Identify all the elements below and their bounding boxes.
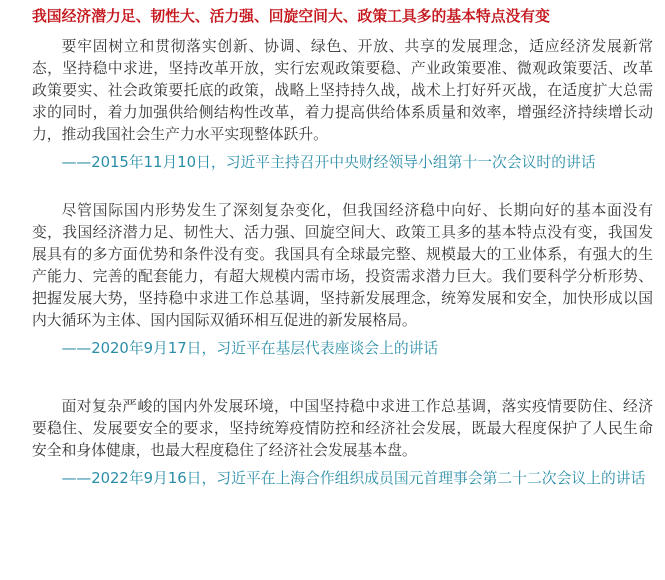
quote-paragraph: 要牢固树立和贯彻落实创新、协调、绿色、开放、共享的发展理念，适应经济发展新常态，坚持稳中求进，坚持改革开放，实行宏观政策要稳、产业政策要准、微观政策要活、改革政策要实、社会政策要托底的政策，战略上坚持持久战，战术上打好歼灭战，在适度扩大总需求的同时，着力加强供给侧结构性改革，着力提高供给体系质量和效率，增强经济持续增长动力，推动我国社会生产力水平实现整体跃升。: [32, 38, 653, 143]
quote-source: ——2022年9月16日，习近平在上海合作组织成员国元首理事会第二十二次会议上的讲话: [61, 470, 646, 487]
spacer: [32, 360, 653, 396]
quote-paragraph: 面对复杂严峻的国内外发展环境，中国坚持稳中求进工作总基调，落实疫情要防住、经济要稳住、发展要安全的要求，坚持统筹疫情防控和经济社会发展，既最大程度保护了人民生命安全和身体健康，也最大程度稳住了经济社会发展基本盘。: [32, 398, 653, 459]
quote-section-1: [32, 36, 653, 174]
quote-paragraph: 尽管国际国内形势发生了深刻复杂变化，但我国经济稳中向好、长期向好的基本面没有变，我国经济潜力足、韧性大、活力强、回旋空间大、政策工具多的基本特点没有变，我国发展具有的多方面优势和条件没有变。我国具有全球最完整、规模最大的工业体系，有强大的生产能力、完善的配套能力，有超大规模内需市场，投资需求潜力巨大。我们要科学分析形势、把握发展大势，坚持稳中求进工作总基调，坚持新发展理念，统筹发展和安全，加快形成以国内大循环为主体、国内国际双循环相互促进的新发展格局。: [32, 202, 653, 329]
spacer: [32, 174, 653, 200]
quote-section-3: [32, 396, 653, 490]
quote-source: ——2020年9月17日，习近平在基层代表座谈会上的讲话: [61, 340, 439, 357]
section-heading: 我国经济潜力足、韧性大、活力强、回旋空间大、政策工具多的基本特点没有变: [32, 8, 550, 25]
quote-section-2: [32, 200, 653, 360]
quote-source: ——2015年11月10日，习近平主持召开中央财经领导小组第十一次会议时的讲话: [61, 154, 596, 171]
